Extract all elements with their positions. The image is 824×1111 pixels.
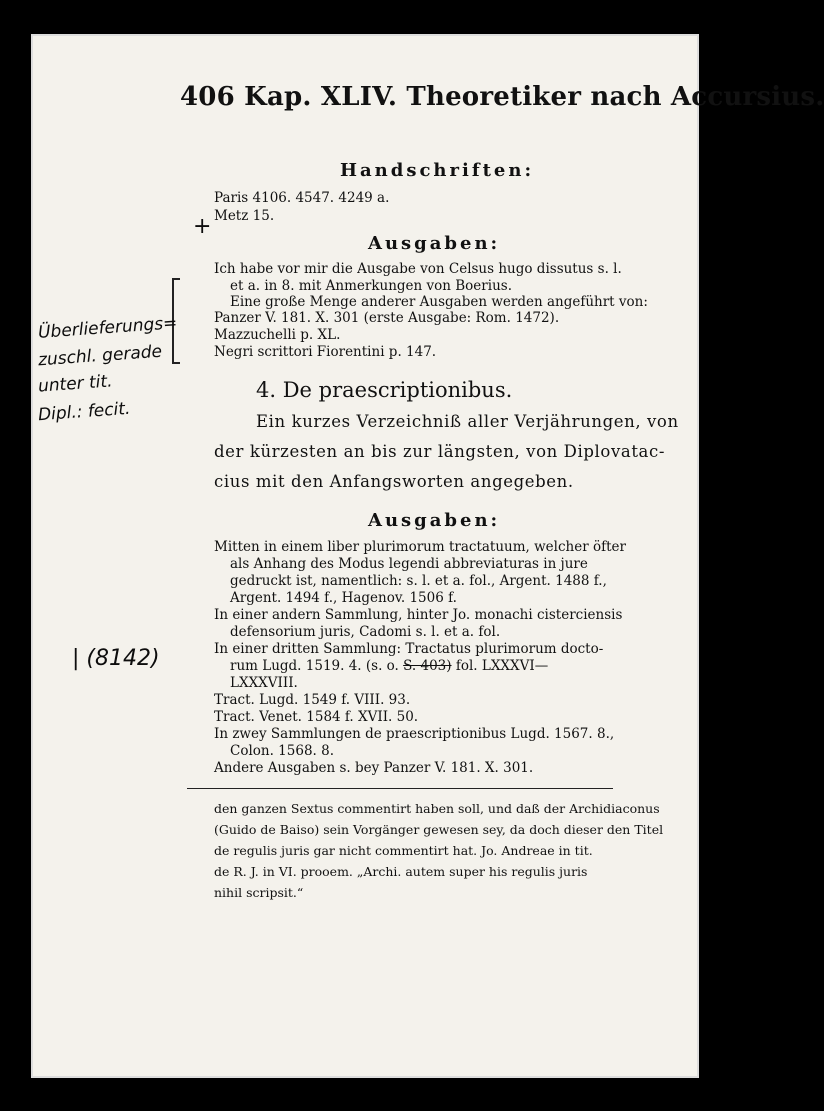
- text-line: gedruckt ist, namentlich: s. l. et a. fol., Argent. 1488 f.,: [230, 573, 607, 589]
- text-line: Panzer V. 181. X. 301 (erste Ausgabe: Rom. 1472).: [214, 310, 560, 326]
- page-number: 406: [180, 82, 235, 112]
- margin-note-line: Dipl.: fecit.: [37, 398, 132, 426]
- text-line: In einer dritten Sammlung: Tractatus plurimorum docto-: [214, 641, 604, 657]
- ausgaben-heading: Ausgaben:: [368, 233, 501, 254]
- section-title: 4. De praescriptionibus.: [256, 378, 513, 402]
- text-fragment: rum Lugd. 1519. 4. (s. o.: [230, 658, 399, 674]
- text-line: Argent. 1494 f., Hagenov. 1506 f.: [230, 590, 457, 606]
- text-line: LXXXVIII.: [230, 675, 298, 691]
- chapter-title: Kap. XLIV. Theoretiker nach Accursius.: [244, 82, 824, 112]
- text-line: Andere Ausgaben s. bey Panzer V. 181. X. 301.: [214, 760, 534, 776]
- text-line: Mazzuchelli p. XL.: [214, 327, 341, 343]
- handschriften-heading: Handschriften:: [340, 160, 535, 181]
- text-line: In einer andern Sammlung, hinter Jo. monachi cisterciensis: [214, 607, 623, 623]
- margin-note-line: zuschl. gerade: [37, 341, 163, 371]
- page-header: [180, 82, 824, 112]
- text-line: Tract. Lugd. 1549 f. VIII. 93.: [214, 692, 411, 708]
- text-line: Mitten in einem liber plurimorum tractatuum, welcher öfter: [214, 539, 626, 555]
- text-line: Colon. 1568. 8.: [230, 743, 334, 759]
- margin-note-line: Überlieferungs=: [37, 313, 178, 343]
- text-line: defensorium juris, Cadomi s. l. et a. fol.: [230, 624, 501, 640]
- plus-annotation: +: [193, 214, 212, 239]
- text-line: Paris 4106. 4547. 4249 a.: [214, 190, 390, 206]
- text-line: Eine große Menge anderer Ausgaben werden angeführt von:: [230, 294, 648, 310]
- struck-page-ref: S. 403): [403, 658, 452, 674]
- footnote-line: de R. J. in VI. prooem. „Archi. autem super his regulis juris: [214, 864, 588, 879]
- text-line: als Anhang des Modus legendi abbreviaturas in jure: [230, 556, 588, 572]
- footnote-line: de regulis juris gar nicht commentirt hat. Jo. Andreae in tit.: [214, 843, 593, 858]
- ausgaben-heading: Ausgaben:: [368, 510, 501, 531]
- footnote-line: den ganzen Sextus commentirt haben soll, und daß der Archidiaconus: [214, 801, 660, 816]
- footnote-line: nihil scripsit.“: [214, 885, 304, 900]
- footnote-line: (Guido de Baiso) sein Vorgänger gewesen sey, da doch dieser den Titel: [214, 822, 664, 837]
- section-body-line: Ein kurzes Verzeichniß aller Verjährungen, von: [256, 412, 679, 431]
- text-line: et a. in 8. mit Anmerkungen von Boerius.: [230, 278, 512, 294]
- text-line: Negri scrittori Fiorentini p. 147.: [214, 344, 437, 360]
- text-line: In zwey Sammlungen de praescriptionibus Lugd. 1567. 8.,: [214, 726, 615, 742]
- footnote-divider: [187, 788, 613, 789]
- text-line: Metz 15.: [214, 208, 275, 224]
- shelf-reference: | (8142): [72, 646, 160, 671]
- text-fragment: fol. LXXXVI—: [455, 658, 549, 674]
- section-body-line: der kürzesten an bis zur längsten, von Diplovatac-: [214, 442, 666, 461]
- text-line: Ich habe vor mir die Ausgabe von Celsus hugo dissutus s. l.: [214, 261, 622, 277]
- text-line: Tract. Venet. 1584 f. XVII. 50.: [214, 709, 419, 725]
- section-body-line: cius mit den Anfangsworten angegeben.: [214, 472, 574, 491]
- text-line: [230, 658, 548, 674]
- margin-note-line: unter tit.: [37, 371, 114, 397]
